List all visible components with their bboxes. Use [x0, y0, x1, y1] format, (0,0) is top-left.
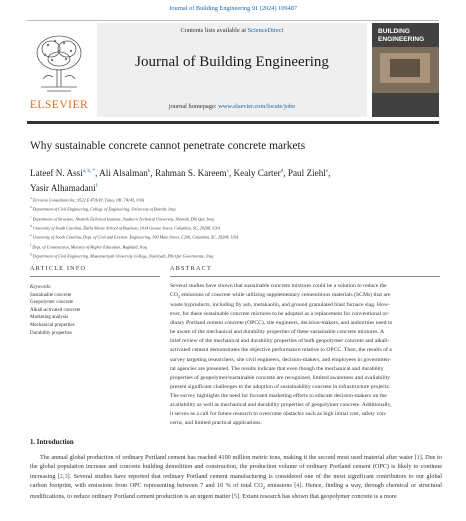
author-affiliation-marker[interactable]: b [147, 169, 151, 174]
abstract-line: present significant challenges to the adoption of sustainability concrete in infrastructure projects. [170, 383, 391, 390]
keywords-list [30, 292, 80, 338]
abstract-heading: ABSTRACT [170, 265, 212, 272]
affiliation-marker: b [30, 205, 32, 210]
author-affiliation-marker[interactable]: f [95, 184, 98, 190]
affiliation-item: $^b$ Department of Civil Engineering, College of Engineering, University of Basrah, Iraq [30, 205, 176, 212]
affiliation-marker: a [30, 196, 32, 200]
introduction-heading: 1. Introduction [30, 439, 74, 446]
abstract-line: waste byproducts, including fly ash, metakaolin, and ground granulated blast furnace slag. How- [170, 302, 390, 309]
header-bottom-rule [27, 121, 439, 124]
abstract-body [170, 282, 440, 428]
homepage-link[interactable]: www.elsevier.com/locate/jobe [218, 103, 296, 110]
homepage-line [97, 103, 367, 110]
affiliation-marker: c [30, 214, 32, 219]
citation-link[interactable]: 4 [296, 481, 300, 489]
journal-cover-image[interactable] [372, 23, 439, 117]
affiliation-item: $^d$ University of South Carolina, Darla Moore School of Business, 1014 Greene Street, Columbia, SC, 29208, USA [30, 224, 220, 231]
abstract-line: $CO_2$ emissions of concrete while utilizing supplementary cementitious materials (SCMs) that are [170, 292, 391, 300]
affiliation-marker: d [30, 224, 32, 229]
abstract-rule [170, 276, 440, 277]
introduction-paragraph: The annual global production of ordinary Portland cement has reached 4100 million metric tons, making it the second most used material after water [1]. Due to the global population increase and concrete building demolition and construction, the production volume of ordinary Portland cement (OPC) is likely to continue increasing [2,3]. Several studies have reported that ordinary Portland cement manufacturing is considered one of the most significant contributors to our global carbon footprint, with emissions from OPC representing between 7 and 10 % of total $CO_2$ emissions [4]. Hence, finding a way, through chemical or structural modifications, to reduce ordinary Portland cement production is an urgent matter [5]. Extant research has shown that geopolymer concrete is a more [30, 454, 443, 501]
keyword-item: Geopolymer concrete [30, 300, 74, 306]
abstract-line: cerns, and limited practical applications. [170, 419, 262, 426]
affiliation-item: $^c$ Department of Structure, Shatrah Technical Institute, Southern Technical University, Shatrah, Dhi Qar, Iraq [30, 214, 214, 222]
author-name[interactable]: Yasir Alhamadani [30, 183, 96, 194]
affiliation-item: $^a$ Terracon Consultants Inc, 9522 E 47th Pl, Tulsa, OK, 74145, USA [30, 196, 144, 203]
sciencedirect-link[interactable]: ScienceDirect [247, 27, 284, 34]
abstract-line: availability as well as mechanical and durability properties of geopolymer concrete. Additionally, [170, 401, 392, 408]
journal-header [27, 20, 439, 122]
cover-text-line-2: ENGINEERING [378, 35, 425, 43]
abstract-line: properties of geopolymer/sustainable concrete are recognized, limited awareness and availability [170, 374, 391, 381]
affiliation-marker: f [30, 242, 32, 247]
citation-link[interactable]: 5 [234, 493, 238, 501]
author-name[interactable]: Paul Ziehl [287, 168, 326, 179]
affiliations [30, 195, 460, 260]
contents-line [97, 27, 367, 34]
citation-link[interactable]: 1 [416, 454, 420, 461]
keywords-block [30, 284, 80, 337]
abstract-line: Several studies have shown that sustainable concrete mixtures could be a solution to reduce the [170, 283, 387, 289]
article-info-rule [30, 276, 160, 277]
abstract-line: tal agencies are presented. The results indicate that even though the mechanical and durability [170, 365, 384, 372]
keyword-item: Sustainable concrete [30, 292, 72, 298]
homepage-prefix: journal homepage: [168, 103, 217, 110]
abstract-line: survey targeting researchers, site civil engineers, decision-makers, and employees in governmen- [170, 356, 391, 363]
keywords-label: Keywords: [30, 285, 52, 290]
author-affiliation-marker[interactable]: e [325, 169, 329, 174]
publisher-logo[interactable] [27, 23, 91, 117]
affiliation-item: $^f$ Dept. of Construction, Ministry of Higher Education, Baghdad, Iraq [30, 242, 147, 250]
author-affiliation-marker[interactable]: a, b, * [82, 169, 96, 174]
publisher-name: ELSEVIER [29, 99, 89, 111]
header-top-rule [27, 20, 439, 21]
keyword-item: Durability properties [30, 330, 72, 336]
journal-reference[interactable]: Journal of Building Engineering 91 (2024) 109487 [168, 5, 298, 12]
affiliation-item: $^g$ Department of Civil Engineering, Mustansiriyah University College, Nasiriyah, Dhi Qar Governorate, Iraq [30, 252, 214, 259]
article-title: Why sustainable concrete cannot penetrate concrete markets [30, 140, 306, 152]
journal-title[interactable]: Journal of Building Engineering [135, 54, 329, 70]
article-info-heading: ARTICLE INFO [30, 265, 87, 272]
author-name[interactable]: Rahman S. Kareem [155, 168, 227, 179]
author-affiliation-marker[interactable]: d [280, 169, 284, 174]
keyword-item: Alkali-activated concrete [30, 307, 81, 313]
affiliation-item: $^e$ University of South Carolina, Dept. of Civil and Environ. Engineering, 300 Main Street, C206, Columbia, SC, 29208, USA [30, 233, 239, 240]
cover-artwork-detail [390, 59, 420, 77]
elsevier-tree-icon [33, 31, 85, 95]
cover-text-line-1: BUILDING [378, 28, 410, 35]
author-name[interactable]: Ali Alsalman [99, 168, 148, 179]
affiliation-marker: g [30, 252, 32, 257]
abstract-line: brief review of the mechanical and durability properties of both geopolymer concrete and alkali- [170, 338, 390, 345]
keyword-item: Mechanical properties [30, 322, 75, 328]
abstract-line: dinary Portland cement concrete (OPCC), site engineers, decision-makers, and authorities need to [170, 320, 393, 327]
journal-banner [97, 23, 367, 117]
contents-prefix: Contents lists available at [180, 27, 247, 34]
author-name[interactable]: Kealy Carter [233, 168, 281, 179]
abstract-line: The survey highlights the need for focused marketing efforts to educate decision-makers on the [170, 392, 387, 399]
cover-text [378, 28, 424, 43]
abstract-line: ever, for these sustainable concrete mixtures to be adopted as a replacement for conventional or- [170, 311, 390, 318]
abstract-line: it serves as a call for future research to overcome obstacles such as high initial cost, safety con- [170, 410, 387, 417]
author-list: Lateef N. Assi$^{a, b, *}$, Ali Alsalman$^b$, Rahman S. Kareem$^c$, Kealy Carter$^d$, Paul Ziehl$^e$, Yasir Alhamadani$^f$ [30, 168, 331, 194]
citation-link[interactable]: 2,3 [59, 472, 68, 480]
author-name[interactable]: Lateef N. Assi [30, 168, 83, 179]
keyword-item: Marketing analysis [30, 315, 69, 321]
affiliation-marker: e [30, 233, 32, 238]
abstract-line: activated cement demonstrates the objective performance relative to OPCC. Then, the results of a [170, 347, 392, 354]
author-affiliation-marker[interactable]: c [226, 169, 229, 174]
abstract-line: be aware of the mechanical and durability properties of these sustainable concrete mixtures. A [170, 329, 385, 336]
